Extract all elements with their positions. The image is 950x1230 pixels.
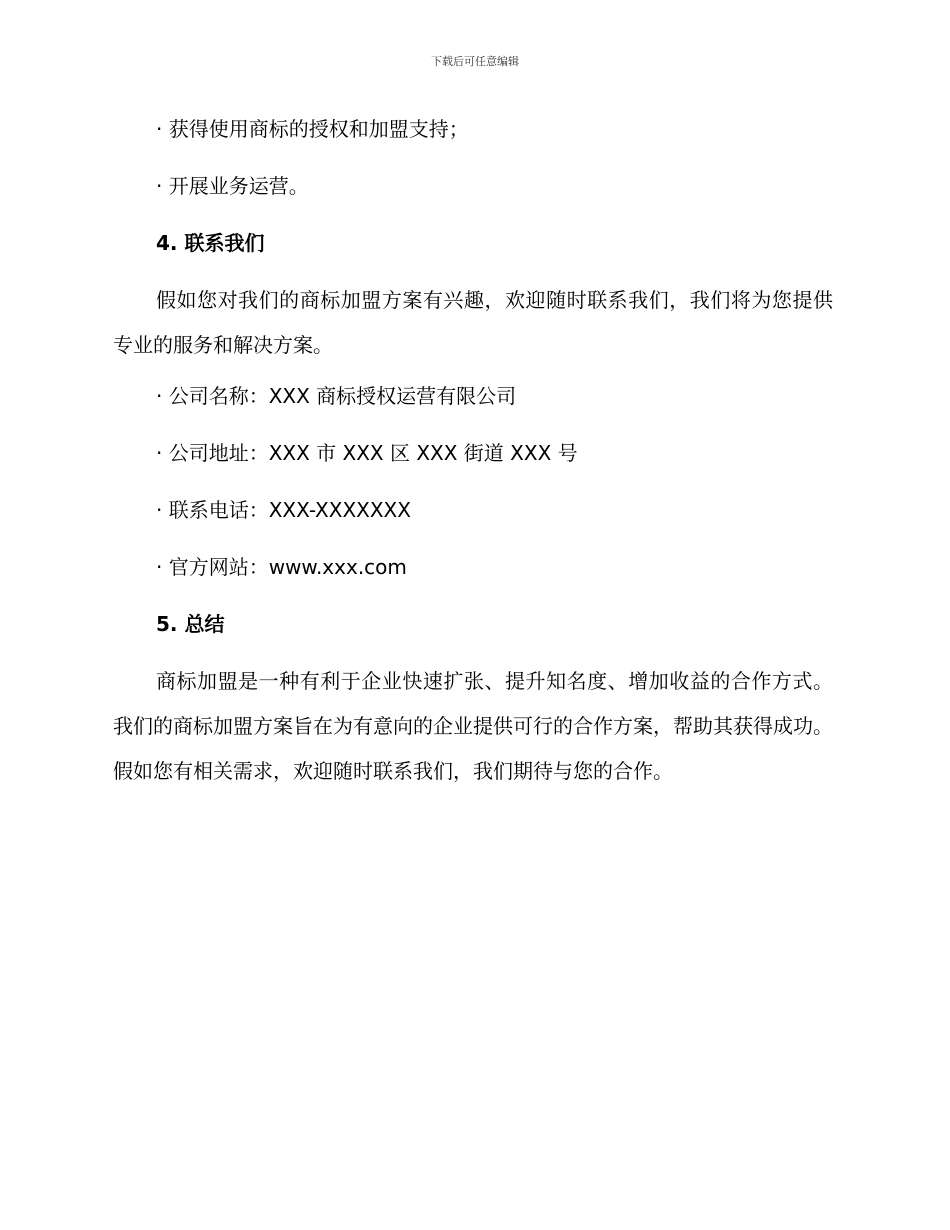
contact-phone: · 联系电话：XXX-XXXXXXX bbox=[156, 498, 411, 522]
contact-company-address: · 公司地址：XXX 市 XXX 区 XXX 街道 XXX 号 bbox=[156, 441, 578, 465]
page-header: 下载后可任意编辑 bbox=[431, 55, 519, 68]
summary-paragraph: 商标加盟是一种有利于企业快速扩张、提升知名度、增加收益的合作方式。我们的商标加盟方案旨在为有意向的企业提供可行的合作方案，帮助其获得成功。假如您有相关需求，欢迎随时联系我们，我们期待与您的合作。 bbox=[113, 669, 833, 783]
contact-paragraph: 假如您对我们的商标加盟方案有兴趣，欢迎随时联系我们，我们将为您提供专业的服务和解决方案。 bbox=[113, 288, 833, 357]
contact-company-name: · 公司名称：XXX 商标授权运营有限公司 bbox=[156, 384, 517, 408]
section-heading-contact: 4. 联系我们 bbox=[156, 231, 265, 255]
contact-website: · 官方网站：www.xxx.com bbox=[156, 555, 407, 579]
bullet-item-authorization: · 获得使用商标的授权和加盟支持； bbox=[156, 117, 469, 141]
document-body bbox=[113, 113, 833, 806]
bullet-item-operation: · 开展业务运营。 bbox=[156, 174, 309, 198]
section-heading-summary: 5. 总结 bbox=[156, 612, 225, 636]
